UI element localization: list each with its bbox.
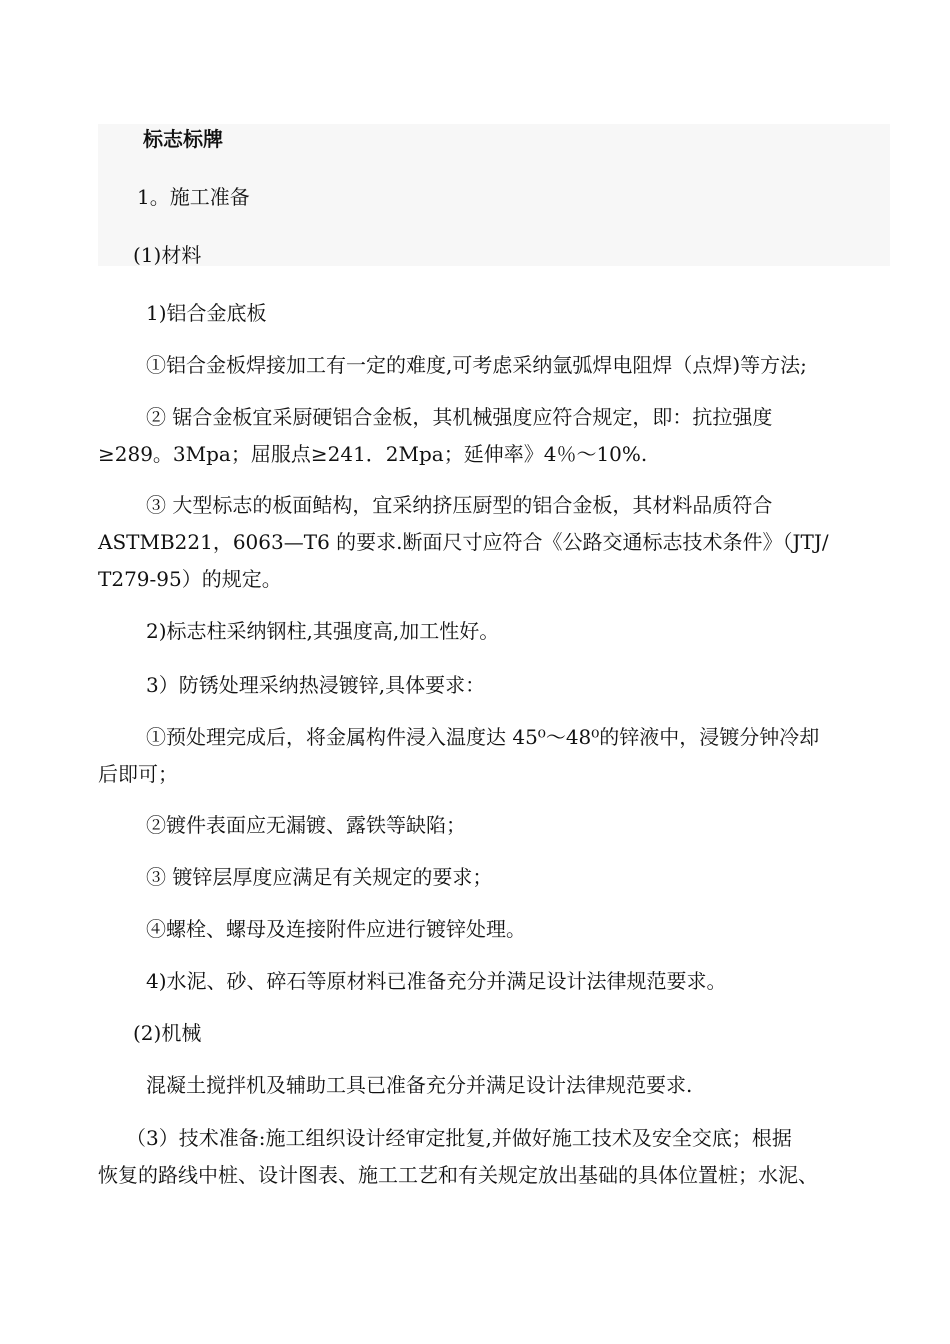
paragraph-rust-item1-line2: 后即可；: [98, 762, 178, 786]
paragraph-tech-line1: （3）技术准备:施工组织设计经审定批复,并做好施工技术及安全交底；根据: [126, 1126, 792, 1150]
paragraph-raw-materials: 4)水泥、砂、碎石等原材料已准备充分并满足设计法律规范要求。: [146, 969, 727, 993]
paragraph-rust-item4: ④螺栓、螺母及连接附件应进行镀锌处理。: [146, 917, 526, 941]
paragraph-rust-item3: ③ 镀锌层厚度应满足有关规定的要求；: [146, 865, 493, 889]
subheading-aluminum-base: 1)铝合金底板: [146, 301, 267, 325]
paragraph-rust-item1-line1: ①预处理完成后，将金属构件浸入温度达 45⁰～48⁰的锌液中，浸镀分钟冷却: [146, 725, 820, 749]
section-heading-machinery: (2)机械: [133, 1021, 202, 1045]
paragraph-al-item2-line1: ② 锯合金板宜采厨硬铝合金板，其机械强度应符合规定，即：抗拉强度: [146, 405, 773, 429]
paragraph-al-item3-line1: ③ 大型标志的板面鲒构，宜采纳挤压厨型的铝合金板，其材料品质符合: [146, 493, 773, 517]
subheading-rustproof: 3）防锈处理采纳热浸镀锌,具体要求：: [146, 673, 486, 697]
paragraph-post: 2)标志柱采纳钢柱,其强度高,加工性好。: [146, 619, 500, 643]
section-heading-prep: 1。施工准备: [137, 185, 250, 209]
section-heading-materials: (1)材料: [133, 243, 202, 267]
paragraph-machinery: 混凝土搅拌机及辅助工具已准备充分并满足设计法律规范要求.: [146, 1073, 693, 1097]
paragraph-tech-line2: 恢复的路线中桩、设计图表、施工工艺和有关规定放出基础的具体位置桩；水泥、: [98, 1163, 818, 1187]
paragraph-al-item2-line2: ≥289。3Mpa；屈服点≥241．2Mpa；延伸率》4％～10%.: [98, 442, 648, 466]
paragraph-rust-item2: ②镀件表面应无漏镀、露铁等缺陷；: [146, 813, 466, 837]
document-title: 标志标牌: [143, 127, 223, 151]
paragraph-al-item3-line3: T279-95）的规定。: [98, 567, 282, 591]
paragraph-al-item1: ①铝合金板焊接加工有一定的难度,可考虑采纳氩弧焊电阻焊（点焊)等方法;: [146, 353, 807, 377]
paragraph-al-item3-line2: ASTMB221，6063—T6 的要求.断面尺寸应符合《公路交通标志技术条件》（JTJ/: [98, 530, 829, 554]
